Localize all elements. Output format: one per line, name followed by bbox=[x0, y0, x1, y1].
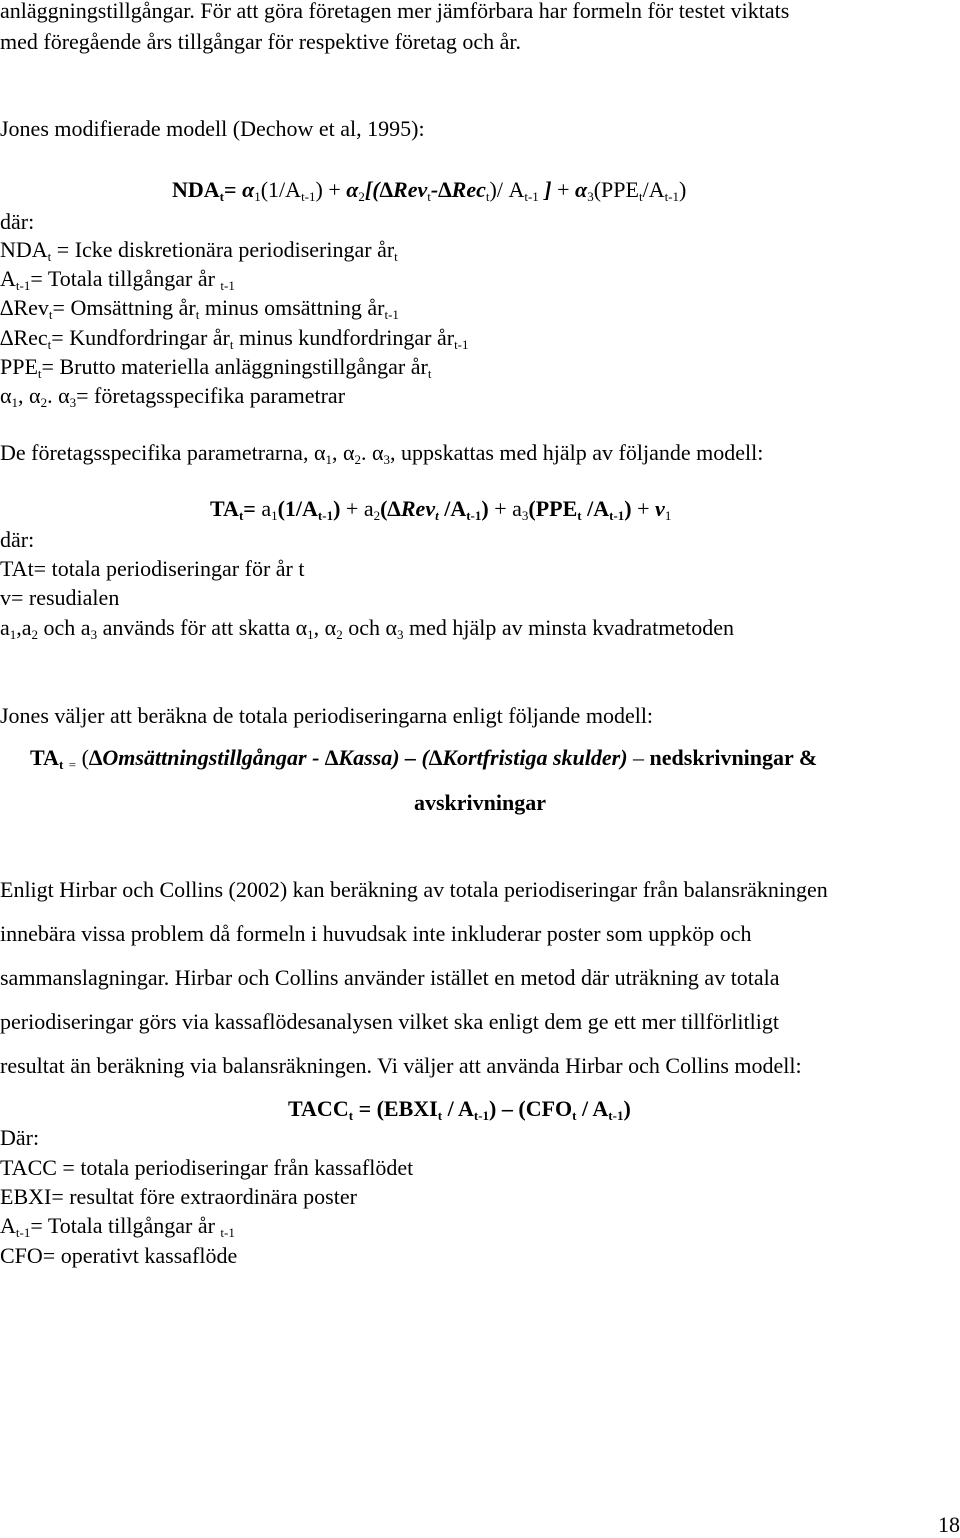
def-ppe: $PPE_t=$ Brutto materiella anläggningstillgångar $år_t$ bbox=[0, 354, 432, 381]
page-number: 18 bbox=[938, 1512, 960, 1537]
hirbar-line-3: sammanslagningar. Hirbar och Collins använder istället en metod där uträkning av totala bbox=[0, 965, 780, 990]
formula-nda: $NDA_t= \alpha_1(1/A_{t-1}) + \alpha_2[(\Delta Rev_t-\Delta Rec_t)/$ $A_{t-1}$ ] + $\alpha_3(PPE_t/A_{t-1})$ bbox=[172, 177, 687, 204]
formula-ta-jones-line-2: avskrivningar bbox=[413, 790, 547, 815]
def-a-hirbar: $A_{t-1}=$ Totala tillgångar år $_{t-1}$ bbox=[0, 1213, 235, 1240]
def-nda: $NDA_t$ = Icke diskretionära periodiseringar $år_t$ bbox=[0, 237, 398, 264]
def-a-coefficients: $a_1,a_2$ och $a_3$ används för att skatta $\alpha_1$, $\alpha_2$ och $\alpha_3$ med hjälp av minsta kvadratmetoden bbox=[0, 615, 734, 642]
dar-label-2: där: bbox=[0, 527, 35, 552]
hirbar-line-5: resultat än beräkning via balansräkningen. Vi väljer att använda Hirbar och Collins modell: bbox=[0, 1053, 802, 1078]
hirbar-line-2: innebära vissa problem då formeln i huvudsak inte inkluderar poster som uppköp och bbox=[0, 921, 752, 946]
estimation-text: De företagsspecifika parametrarna, $\alpha_1$, $\alpha_2$. $\alpha_3$, uppskattas med hjälp av följande modell: bbox=[0, 440, 764, 467]
def-tacc: TACC = totala periodiseringar från kassaflödet bbox=[0, 1155, 414, 1180]
def-alpha: $\alpha_1$, $\alpha_2$. $\alpha_3=$ företagsspecifika parametrar bbox=[0, 383, 346, 410]
hirbar-line-4: periodiseringar görs via kassaflödesanalysen vilket ska enligt dem ge ett mer tillförlitligt bbox=[0, 1009, 779, 1034]
def-cfo: CFO= operativt kassaflöde bbox=[0, 1243, 238, 1268]
def-a: $A_{t-1}=$ Totala tillgångar år $_{t-1}$ bbox=[0, 266, 235, 293]
dar-label-3: Där: bbox=[0, 1125, 40, 1150]
jones-modified-heading: Jones modifierade modell (Dechow et al, 1995): bbox=[0, 116, 425, 141]
intro-line-2: med föregående års tillgångar för respektive företag och år. bbox=[0, 29, 522, 54]
formula-ta-jones: $TA_t$ $_=$ (∆Omsättningstillgångar - ∆Kassa) – (∆Kortfristiga skulder) – nedskrivningar & bbox=[30, 745, 818, 772]
jones-choice-text: Jones väljer att beräkna de totala periodiseringarna enligt följande modell: bbox=[0, 703, 654, 728]
def-ta: TAt= totala periodiseringar för år t bbox=[0, 556, 305, 581]
def-rec: ∆Rec$_t$= Kundfordringar $år_t$ minus kundfordringar $år_{t-1}$ bbox=[0, 325, 469, 352]
def-v: v= resudialen bbox=[0, 585, 120, 610]
def-ebxi: EBXI= resultat före extraordinära poster bbox=[0, 1184, 357, 1209]
hirbar-line-1: Enligt Hirbar och Collins (2002) kan beräkning av totala periodiseringar från balansräkningen bbox=[0, 877, 828, 902]
def-rev: ∆Rev$_t$= Omsättning $år_t$ minus omsättning $år_{t-1}$ bbox=[0, 295, 399, 322]
formula-ta: $TA_t= a_1(1/A_{t-1}) + a_2(\Delta Rev_t$ $/A_{t-1}) + a_3(PPE_t$ $/A_{t-1}) + v_1$ bbox=[210, 496, 672, 523]
formula-tacc: $TACC_t$ = $(EBXI_t / A_{t-1}) - (CFO_t / A_{t-1})$ bbox=[288, 1096, 631, 1123]
intro-line-1: anläggningstillgångar. För att göra företagen mer jämförbara har formeln för testet viktats bbox=[0, 0, 790, 23]
dar-label-1: där: bbox=[0, 209, 35, 234]
